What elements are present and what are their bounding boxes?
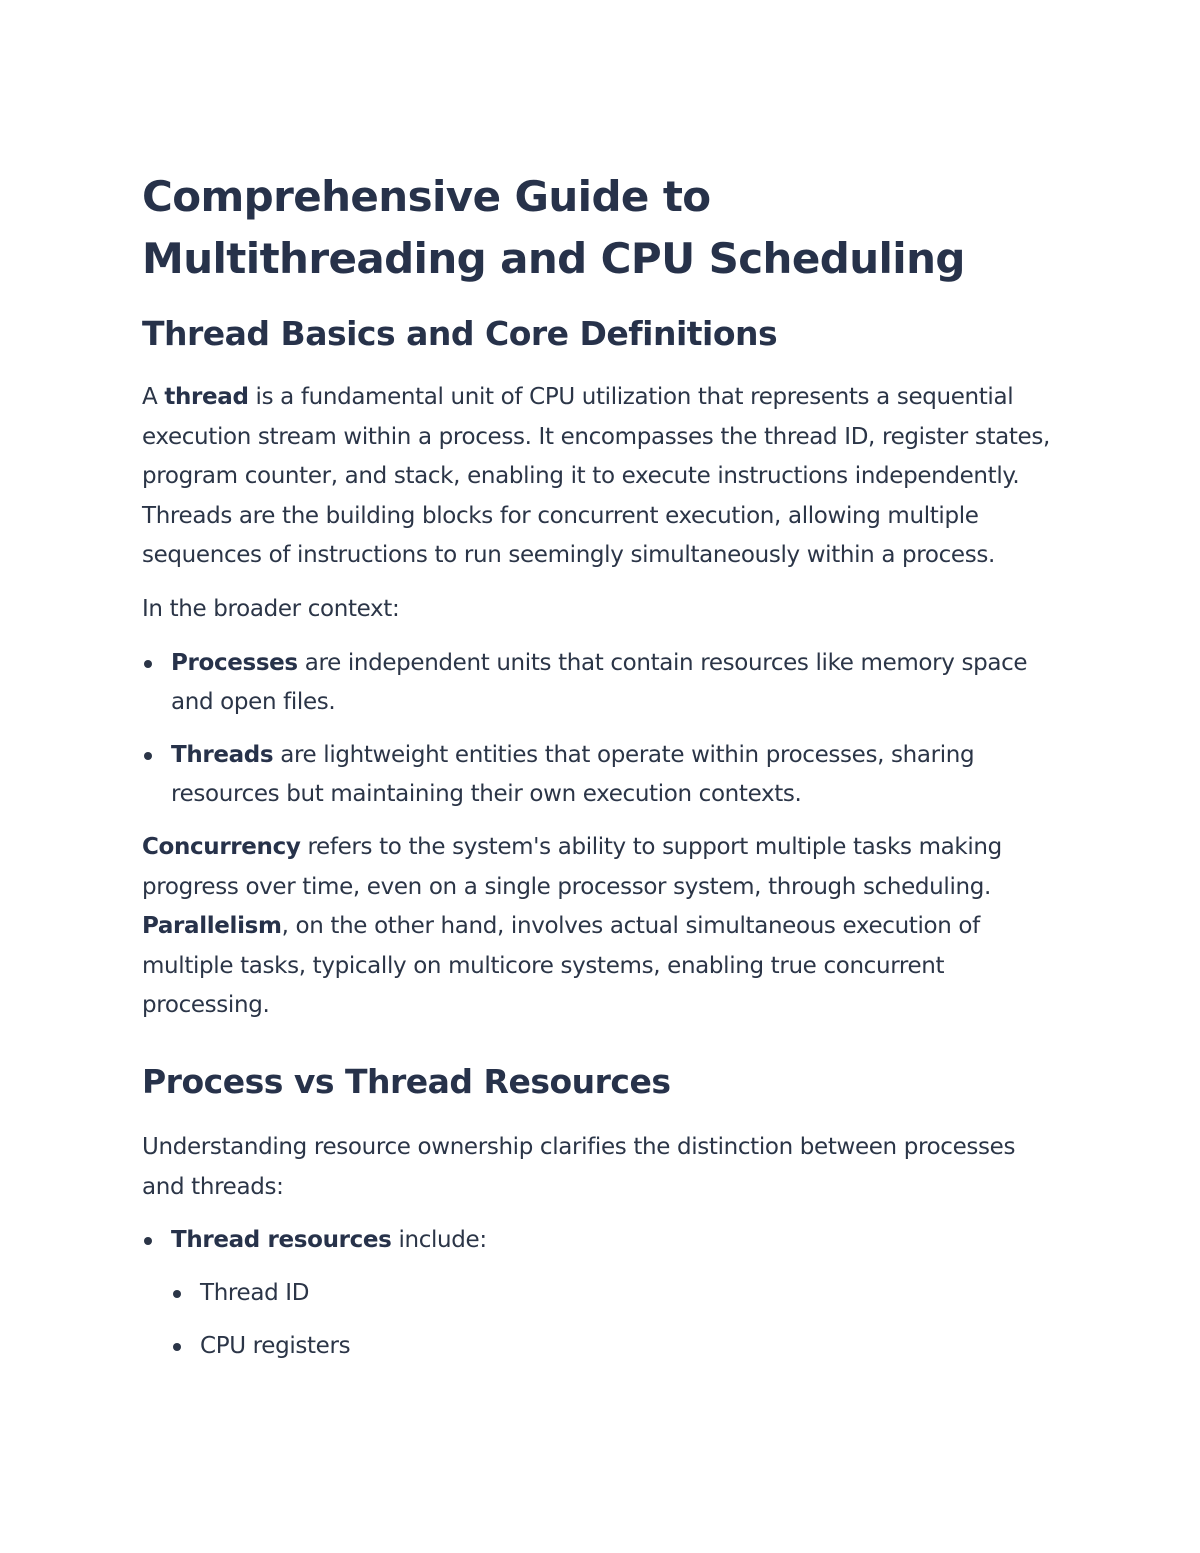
list-item-text: are lightweight entities that operate within processes, sharing resources but maintaining their own execution contexts.: [171, 741, 975, 808]
list-item-text: are independent units that contain resources like memory space and open files.: [171, 649, 1028, 716]
list-item-threads: [142, 736, 1060, 815]
text-run: A: [142, 384, 165, 410]
definitions-list: [142, 644, 1060, 815]
sublist-item-cpu-registers: CPU registers: [171, 1327, 1060, 1367]
broader-context-paragraph: In the broader context:: [142, 595, 400, 622]
concurrency-paragraph: [142, 828, 1060, 1026]
list-item-thread-resources: [142, 1221, 1060, 1367]
bold-term-thread: thread: [164, 384, 249, 410]
bold-term-parallelism: Parallelism: [142, 913, 282, 940]
resource-ownership-paragraph: Understanding resource ownership clarifies the distinction between processes and threads:: [142, 1133, 1016, 1200]
text-run: refers to the system's ability to support multiple tasks making progress over time, even on a single processor system, through scheduling.: [142, 833, 1002, 900]
bold-term-thread-resources: Thread resources: [171, 1227, 392, 1254]
text-run: , on the other hand, involves actual simultaneous execution of multiple tasks, typically on multicore systems, enabling true concurrent processing.: [142, 913, 980, 1019]
thread-definition-paragraph: [142, 378, 1060, 576]
thread-resources-sublist: [171, 1274, 1060, 1367]
bold-term-threads: Threads: [171, 741, 274, 768]
resources-list: [142, 1221, 1060, 1367]
section-heading-thread-basics: Thread Basics and Core Definitions: [142, 314, 778, 353]
text-run: is a fundamental unit of CPU utilization that represents a sequential execution stream within a process. It encompasses the thread ID, register states, program counter, and stack, enabling it to execute instructions independently. Threads are the building blocks for concurrent execution, allowing multiple sequences of instructions to run seemingly simultaneously within a process.: [142, 384, 1050, 569]
bold-term-processes: Processes: [171, 649, 298, 676]
list-item-text: include:: [391, 1227, 487, 1254]
sublist-item-thread-id: Thread ID: [171, 1274, 1060, 1314]
document-title: Comprehensive Guide to Multithreading and CPU Scheduling: [142, 172, 965, 283]
bold-term-concurrency: Concurrency: [142, 833, 301, 860]
list-item-processes: [142, 644, 1060, 723]
section-heading-process-vs-thread: Process vs Thread Resources: [142, 1061, 671, 1101]
